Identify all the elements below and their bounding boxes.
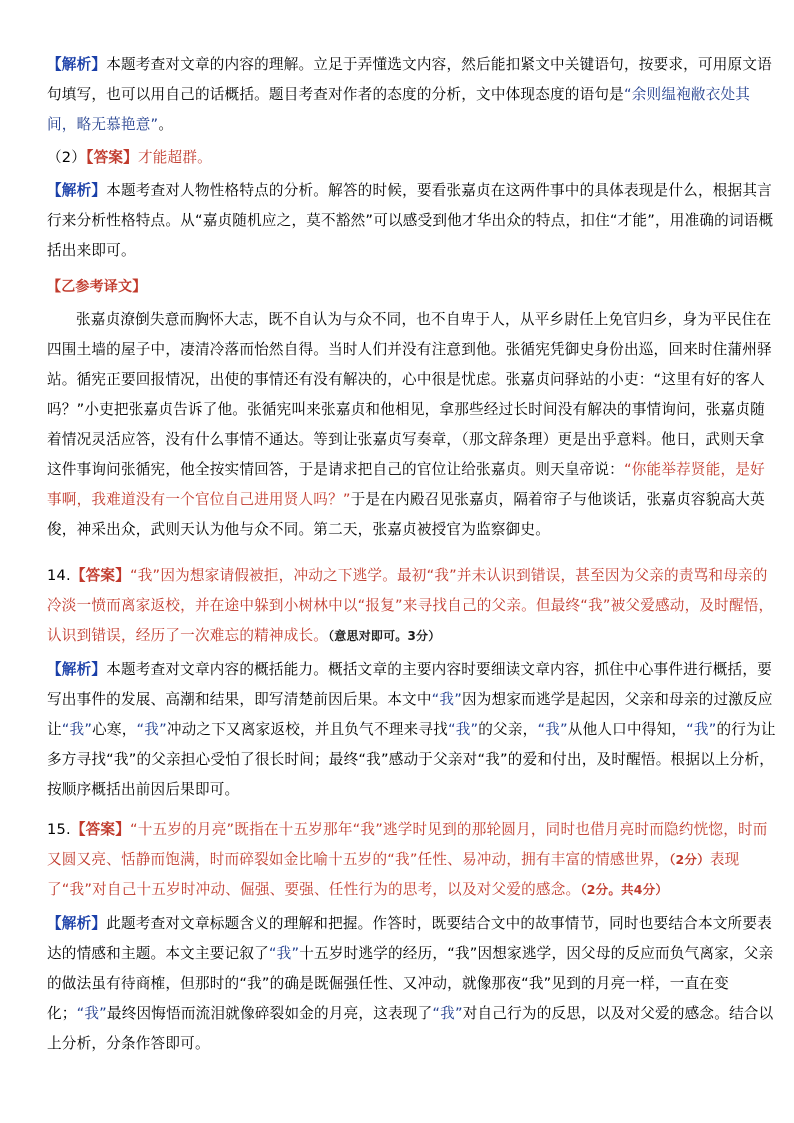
answer-tag: 【答案】 (86, 149, 138, 166)
translation-paragraph (47, 305, 777, 545)
analysis-tag: 【解析】 (47, 56, 107, 73)
analysis-text: 本题考查对人物性格特点的分析。解答的时候，要看张嘉贞在这两件事中的具体表现是什么，根据其言行来分析性格特点。从“嘉贞随机应之，莫不豁然”可以感受到他才华出众的特点，扣住“才能”，用准确的词语概括出来即可。 (47, 182, 774, 259)
question-number: （2） (47, 149, 87, 166)
quoted-word: “我” (268, 945, 300, 962)
answer-paragraph-14 (47, 561, 777, 651)
quoted-word: “我” (136, 721, 167, 738)
analysis-tag: 【解析】 (47, 915, 107, 932)
analysis-paragraph-2 (47, 176, 777, 266)
quoted-word: “我” (431, 691, 462, 708)
quoted-sentence: “余则缊袍敝衣处其间，略无慕艳意” (47, 86, 751, 133)
question-number: 15. (47, 821, 71, 838)
answer-text-end: 表现了“我”对自己十五岁时冲动、倔强、要强、任性行为的思考，以及对父爱的感念。 (47, 851, 740, 898)
analysis-text: 因为想家而逃学是起因，父亲和母亲的过激反应让 (47, 691, 773, 738)
answer-quote: “报复” (357, 597, 403, 614)
answer-paragraph-15 (47, 815, 777, 905)
analysis-paragraph-14 (47, 655, 777, 805)
answer-text: “我”因为想家请假被拒，冲动之下逃学。最初“我”并未认识到错误，甚至因为父亲的责骂和母亲的冷淡一愤而离家返校，并在途中躲到小树林中以 (47, 567, 768, 614)
analysis-text: 对自己行为的反思，以及对父爱的感念。结合以上分析，分条作答即可。 (47, 1005, 774, 1052)
analysis-tag: 【解析】 (47, 182, 107, 199)
translation-text: 张嘉贞潦倒失意而胸怀大志，既不自认为与众不同，也不自卑于人，从平乡尉任上免官归乡，身为平民住在四围土墙的屋子中，凄清冷落而怡然自得。当时人们并没有注意到他。张循宪凭御史身份出巡，回来时住蒲州驿站。循宪正要回报情况，出使的事情还有没有解决的，心中很是忧虑。张嘉贞问驿站的小吏：“这里有好的客人吗？”小吏把张嘉贞告诉了他。张循宪叫来张嘉贞和他相见，拿那些经过长时间没有解决的事情询问，张嘉贞随着情况灵活应答，没有什么事情不通达。等到让张嘉贞写奏章，（那文辞条理）更是出乎意料。他日，武则天拿这件事询问张循宪，他全按实情回答，于是请求把自己的官位让给张嘉贞。则天皇帝说： (47, 311, 772, 478)
translation-quote: “你能举荐贤能，是好事啊，我难道没有一个官位自己进用贤人吗？” (47, 461, 765, 508)
analysis-text: 此题考查对文章标题含义的理解和把握。作答时，既要结合文中的故事情节，同时也要结合本文所要表达的情感和主题。本文主要记叙了 (47, 915, 772, 962)
analysis-text: 的父亲， (478, 721, 538, 738)
quoted-word: “我” (686, 721, 717, 738)
answer-tag: 【答案】 (70, 567, 130, 584)
analysis-text: 本题考查对文章内容的概括能力。概括文章的主要内容时要细读文章内容，抓住中心事件进行概括，要写出事件的发展、高潮和结果，即写清楚前因后果。本文中 (47, 661, 772, 708)
answer-text-end: 来寻找自己的父亲。但最终“我”被父爱感动，及时醒悟，认识到错误，经历了一次难忘的精神成长。 (47, 597, 774, 644)
score-note: （2分。共4分） (580, 882, 669, 897)
quoted-word: “我” (61, 721, 93, 738)
analysis-paragraph-15 (47, 909, 777, 1059)
answer-text: “十五岁的月亮”既指在十五岁那年“我”逃学时见到的那轮圆月，同时也借月亮时而隐约恍惚，时而又圆又亮、恬静而饱满，时而碎裂如金比喻十五岁的“我”任性、易冲动，拥有丰富的情感世界， (47, 821, 768, 868)
score-note: （意思对即可。3分） (328, 629, 441, 643)
answer-paragraph-2 (47, 143, 777, 173)
analysis-text: 本题考查对文章的内容的理解。立足于弄懂选文内容，然后能扣紧文中关键语句，按要求，可用原文语句填写，也可以用自己的话概括。题目考查对作者的态度的分析，文中体现态度的语句是 (47, 56, 772, 103)
translation-heading (47, 272, 777, 302)
translation-text-end: 于是在内殿召见张嘉贞，隔着帘子与他谈话，张嘉贞容貌高大英俊，神采出众，武则天认为他与众不同。第二天，张嘉贞被授官为监察御史。 (47, 491, 765, 538)
analysis-text: 冲动之下又离家返校，并且负气不理来寻找 (166, 721, 448, 738)
question-number: 14. (47, 567, 71, 584)
analysis-text: 最终因悔悟而流泪就像碎裂如金的月亮，这表现了 (106, 1005, 433, 1022)
analysis-text: 的行为让多方寻找“我”的父亲担心受怕了很长时间；最终“我”感动于父亲对“我”的爱和付出，及时醒悟。根据以上分析，按顺序概括出前因后果即可。 (47, 721, 776, 798)
analysis-text: 从他人口中得知， (567, 721, 687, 738)
answer-text: 才能超群。 (137, 149, 212, 166)
analysis-paragraph-1 (47, 50, 777, 140)
analysis-text: 心寒， (92, 721, 137, 738)
analysis-text-end: 。 (158, 116, 174, 133)
quoted-word: “我” (76, 1005, 107, 1022)
analysis-text: 十五岁时逃学的经历，“我”因想家逃学，因父母的反应而负气离家，父亲的做法虽有待商榷，但那时的“我”的确是既倔强任性、又冲动，就像那夜“我”见到的月亮一样，一直在变化； (47, 945, 774, 1022)
quoted-word: “我” (432, 1005, 463, 1022)
quoted-word: “我” (537, 721, 568, 738)
score-note: （2分） (669, 852, 710, 867)
analysis-tag: 【解析】 (47, 661, 107, 678)
answer-tag: 【答案】 (70, 821, 130, 838)
quoted-word: “我” (447, 721, 479, 738)
translation-heading-text: 【乙参考译文】 (47, 279, 147, 295)
